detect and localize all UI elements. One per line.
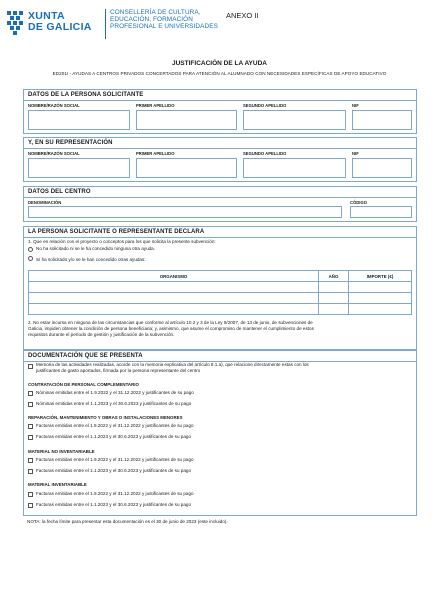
memo-checkbox[interactable]	[28, 364, 33, 369]
doc-item: Nóminas emitidas entre el 1.9.2022 y el 31.12.2022 y justificantes de su pago	[36, 390, 194, 395]
section-title: DATOS DE LA PERSONA SOLICITANTE	[28, 92, 144, 98]
group-title: MATERIAL INVENTARIABLE	[28, 482, 87, 487]
other-aid-table	[28, 270, 412, 315]
field-label: DENOMINACIÓN	[28, 200, 62, 205]
applicant-name-field[interactable]	[28, 110, 130, 130]
doc-checkbox[interactable]	[28, 435, 33, 440]
other-aid-label: Sí ha solicitado y/o se le han concedido otras ayudas:	[36, 257, 146, 262]
section-divider	[24, 100, 416, 101]
field-label: PRIMER APELLIDO	[136, 151, 175, 156]
declaration-item-2: 2. No estar incursa en ninguna de las circunstancias que conforme al artículo 10.2 y 3 de la Ley 9/2007, de 13 de junio, de subvenciones de Galicia, impiden obtener la condición de persona beneficiaria; y, asimismo, que asume el compromiso de mantener el cumplimiento de estos requisitos durante el período de gestión y justificación de la subvención.	[28, 320, 314, 337]
doc-checkbox[interactable]	[28, 402, 33, 407]
declaration-item-1: 1. Que en relación con el proyecto o conceptos para los que solicita la presente subvención:	[28, 239, 216, 244]
memo-label: Memoria de las actividades realizadas, acorde con la memoria explicativa del artículo 8.1.a), que relacione directamente estas con los justificantes de gasto aportados, firmada por la persona representante del centro	[36, 362, 309, 373]
representative-first-surname-field[interactable]	[136, 158, 237, 178]
doc-item: Facturas emitidas entre el 1.9.2022 y el 31.12.2022 y justificantes de su pago	[36, 423, 194, 428]
field-label: NIF	[352, 103, 359, 108]
center-name-field[interactable]	[28, 206, 342, 218]
field-label: SEGUNDO APELLIDO	[243, 151, 287, 156]
department-name: CONSELLERÍA DE CULTURA, EDUCACIÓN, FORMACIÓN PROFESIONAL E UNIVERSIDADES	[110, 9, 218, 31]
section-title: DOCUMENTACIÓN QUE SE PRESENTA	[28, 353, 143, 359]
applicant-second-surname-field[interactable]	[243, 110, 346, 130]
no-aid-radio[interactable]	[28, 247, 33, 252]
section-title: DATOS DEL CENTRO	[28, 189, 91, 195]
field-label: NOMBRE/RAZÓN SOCIAL	[28, 151, 80, 156]
doc-item: Facturas emitidas entre el 1.9.2022 y el 31.12.2022 y justificantes de su pago	[36, 491, 194, 496]
document-title: JUSTIFICACIÓN DE LA AYUDA	[172, 60, 267, 67]
declaration-section	[23, 226, 417, 350]
section-divider	[24, 197, 416, 198]
doc-checkbox[interactable]	[28, 492, 33, 497]
logo-line-2: DE GALICIA	[28, 21, 92, 33]
doc-item: Nóminas emitidas entre el 1.1.2023 y el 30.6.2023 y justificantes de su pago	[36, 401, 192, 406]
applicant-section	[23, 89, 417, 134]
group-title: CONTRATACIÓN DE PERSONAL COMPLEMENTARIO	[28, 382, 139, 387]
table-row	[29, 304, 412, 315]
doc-item: Facturas emitidas entre el 1.1.2023 y el 30.6.2023 y justificantes de su pago	[36, 468, 192, 473]
table-row	[29, 293, 412, 304]
applicant-nif-field[interactable]	[352, 110, 412, 130]
section-title: LA PERSONA SOLICITANTE O REPRESENTANTE DECLARA	[28, 229, 205, 235]
representative-section	[23, 137, 417, 182]
field-label: NIF	[352, 151, 359, 156]
representative-second-surname-field[interactable]	[243, 158, 346, 178]
column-header: IMPORTE (€)	[349, 271, 412, 282]
doc-item: Facturas emitidas entre el 1.1.2023 y el 30.6.2023 y justificantes de su pago	[36, 502, 192, 507]
doc-checkbox[interactable]	[28, 503, 33, 508]
field-label: CÓDIGO	[350, 200, 367, 205]
applicant-first-surname-field[interactable]	[136, 110, 237, 130]
field-label: PRIMER APELLIDO	[136, 103, 175, 108]
column-header: ORGANISMO	[29, 271, 319, 282]
section-divider	[24, 148, 416, 149]
documentation-section	[23, 350, 417, 516]
xunta-logo	[6, 8, 102, 40]
field-label: NOMBRE/RAZÓN SOCIAL	[28, 103, 80, 108]
xunta-emblem-icon	[6, 10, 24, 36]
doc-item: Facturas emitidas entre el 1.9.2022 y el 31.12.2022 y justificantes de su pago	[36, 457, 194, 462]
header-divider	[105, 9, 106, 39]
representative-nif-field[interactable]	[352, 158, 412, 178]
representative-name-field[interactable]	[28, 158, 130, 178]
doc-checkbox[interactable]	[28, 469, 33, 474]
deadline-note: NOTA: la fecha límite para presentar esta documentación es el 30 de junio de 2023 (este incluido).	[27, 519, 228, 524]
no-aid-label: No ha solicitado ni se le ha concedido ninguna otra ayuda.	[36, 246, 156, 251]
group-title: MATERIAL NO INVENTARIABLE	[28, 449, 95, 454]
doc-checkbox[interactable]	[28, 424, 33, 429]
section-divider	[24, 237, 416, 238]
field-label: SEGUNDO APELLIDO	[243, 103, 287, 108]
doc-checkbox[interactable]	[28, 458, 33, 463]
logo-line-1: XUNTA	[28, 10, 65, 22]
doc-checkbox[interactable]	[28, 391, 33, 396]
section-title: Y, EN SU REPRESENTACIÓN	[28, 140, 113, 146]
table-header-row	[29, 271, 412, 282]
document-subtitle: ED201I - AYUDAS A CENTROS PRIVADOS CONCERTADOS PARA ATENCIÓN AL ALUMNADO CON NECESIDADES ESPECÍFICAS DE APOYO EDUCATIVO	[52, 71, 387, 76]
doc-item: Facturas emitidas entre el 1.1.2023 y el 30.6.2023 y justificantes de su pago	[36, 434, 192, 439]
center-code-field[interactable]	[350, 206, 412, 218]
column-header: AÑO	[319, 271, 349, 282]
annex-label: ANEXO II	[226, 11, 259, 20]
other-aid-radio[interactable]	[28, 256, 33, 261]
group-title: REPARACIÓN, MANTENIMIENTO Y OBRAS O INSTALACIONES MENORES	[28, 415, 183, 420]
table-row	[29, 282, 412, 293]
center-section	[23, 186, 417, 222]
